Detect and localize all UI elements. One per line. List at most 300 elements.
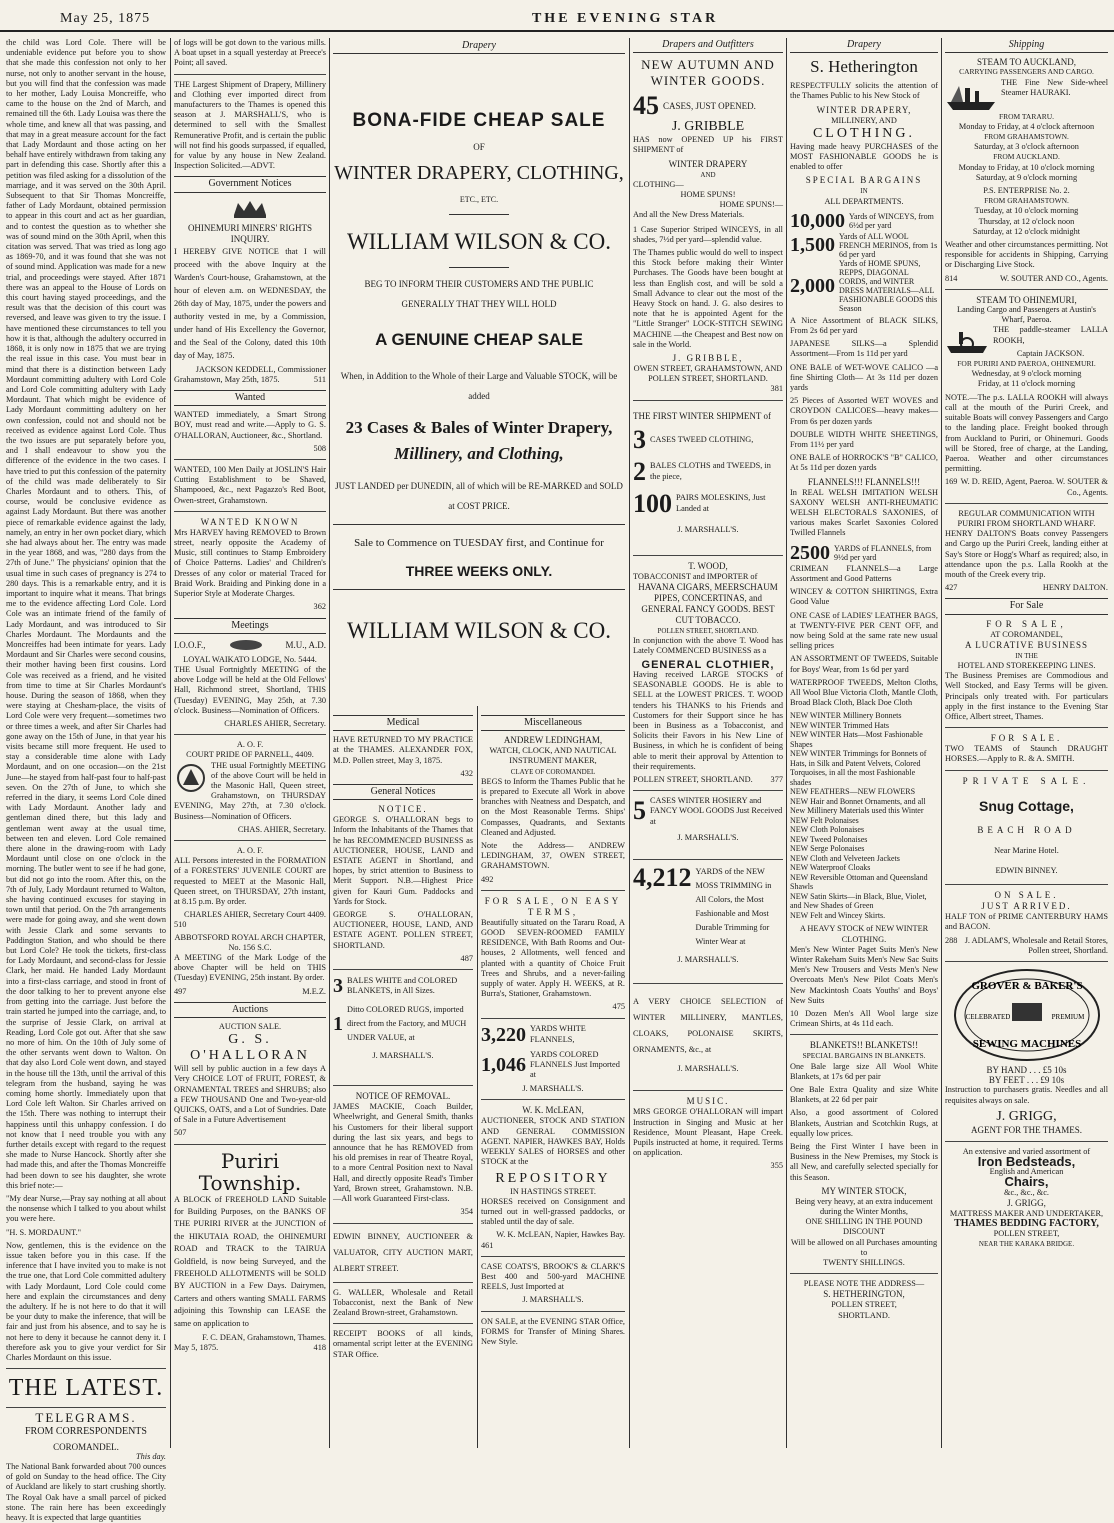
clothing-heading: A HEAVY STOCK of NEW WINTER CLOTHING. xyxy=(799,924,929,944)
ledingham-origin: CLAYE OF COROMANDEL xyxy=(510,767,596,776)
onsale-ad: ON SALE, at the EVENING STAR Office, FORMS for Transfer of Mining Shares. New Style. xyxy=(481,1316,625,1346)
schedule-line: FROM GRAHAMSTOWN. xyxy=(984,132,1069,142)
section-government: Government Notices xyxy=(174,176,326,192)
removal-heading: NOTICE OF REMOVAL. xyxy=(355,1091,451,1102)
hosiery: CASES WINTER HOSIERY and FANCY WOOL GOODS Just Received at xyxy=(650,796,783,826)
hetherington-intro: RESPECTFULLY solicits the attention of the Thames Public to his New Stock of xyxy=(790,81,938,101)
white-flannels: YARDS WHITE FLANNELS, xyxy=(530,1024,586,1044)
binney-name: EDWIN BINNEY. xyxy=(995,865,1058,875)
assortment: An extensive and varied assortment of xyxy=(962,1146,1091,1156)
discount: ONE SHILLING IN THE POUND DISCOUNT xyxy=(805,1217,923,1237)
wood-name: T. WOOD, xyxy=(688,560,728,571)
quantity-4212: 4,212 xyxy=(633,862,692,892)
blankets-bargains: SPECIAL BARGAINS IN BLANKETS. xyxy=(802,1051,926,1061)
new-item: NEW Satin Skirts—in Black, Blue, Violet, and New Shades of Green xyxy=(790,891,927,911)
new-item: NEW Waterproof Cloaks xyxy=(790,863,871,873)
fs1-heading: FOR SALE, xyxy=(986,618,1067,629)
chapter-title: ABBOTSFORD ROYAL ARCH CHAPTER, No. 156 S.C. xyxy=(174,932,326,952)
shipping-note: Weather and other circumstances permitting. Not responsible for accidents in Shipping, Carrying or Discharging Live Stock. xyxy=(945,240,1108,270)
ad-number: 492 xyxy=(481,874,494,884)
hetherington-line: MILLINERY, AND xyxy=(831,115,897,125)
private-sale: PRIVATE SALE. xyxy=(962,775,1091,786)
ad-number: 377 xyxy=(770,774,783,784)
ledingham-address: Note the Address— ANDREW LEDINGHAM, 37, OWEN STREET, GRAHAMSTOWN. xyxy=(481,841,625,871)
quantity-3: 3 xyxy=(633,424,646,454)
onsale-heading: ON SALE. xyxy=(994,890,1059,901)
lalla-agents: W. D. REID, Agent, Paeroa. W. SOUTER & Co., Agents. xyxy=(960,477,1108,497)
lodge-body: THE Usual Fortnightly MEETING of the above Lodge will be held at the Old Fellows' Hall, Richmond street, Shortland, THIS (Tuesday) EVENING, May 25th, at 7.30 o'clock. Business—Nomination of Officers. xyxy=(174,664,326,715)
gribble-address: OWEN STREET, GRAHAMSTOWN, AND POLLEN STREET, SHORTLAND. xyxy=(633,364,783,384)
section-drapery: Drapery xyxy=(790,40,938,53)
moss-trimming: YARDS of the NEW MOSS TRIMMING in All Colors, the Most Fashionable and Most Durable Trimming for Winter Wear at xyxy=(695,866,772,946)
steam-ohinemuri: STEAM TO OHINEMURI, xyxy=(976,294,1077,305)
snug-cottage: Snug Cottage, xyxy=(979,797,1074,814)
adlam-signature: J. ADLAM'S, Wholesale and Retail Stores, Pollen street, Shortland. xyxy=(964,935,1108,955)
ioof-label: I.O.O.F., xyxy=(174,639,206,650)
quantity-100: 100 xyxy=(633,488,672,518)
forsale-heading: FOR SALE, ON EASY TERMS, xyxy=(484,895,622,917)
sheetings: DOUBLE WIDTH WHITE SHEETINGS, From 11½ per yard xyxy=(790,429,938,450)
place-heading: COROMANDEL. xyxy=(53,1441,119,1452)
wilson-line-11: JUST LANDED per DUNEDIN, all of which will be RE-MARKED and SOLD at COST PRICE. xyxy=(335,481,623,511)
wanted-ad: WANTED immediately, a Smart Strong BOY, must read and write.—Apply to G. S. O'HALLORAN, Auctioneer, &c., Shortland. xyxy=(174,410,326,440)
wilson-line-9: 23 Cases & Bales of Winter Drapery, xyxy=(345,418,613,437)
fs1-body: The Business Premises are Commodious and Well Stocked, and Easy Terms will be given. Principals only treated with. For particulars apply in the first instance to the Evening Star Office, Albert street, Thames. xyxy=(945,671,1108,721)
article-body: Now, gentlemen, this is the evidence on the issue taken before you in this case. If the inference that I have invited you to make is not the true one, that Lord Cole committed adultery with Lady Mordaunt, Lord Cole could come here and explain the circumstances and deny the adultery. If he is not here to do that it will be your duty to make the inference, that will be fair and just from his absence, and to say he is not here to deny it because he cannot deny it. I therefore ask you to give your verdict for Sir Charles Mordaunt on this issue. xyxy=(6,1240,166,1362)
quantity-1046: 1,046 xyxy=(481,1053,526,1076)
flannels-list: In REAL WELSH IMITATION WELSH SAXONY WELSH ANTI-RHEUMATIC WELSH ELECTORALS SAXONIES, of various makes Scarlet Saxonies Colored Twilled Flannels xyxy=(790,487,938,538)
section-auctions: Auctions xyxy=(174,1002,326,1018)
section-shipping: Shipping xyxy=(945,40,1108,53)
mclean-signature: W. K. McLEAN, Napier, Hawkes Bay. xyxy=(496,1230,625,1240)
leather-bags: ONE CASE of LADIES' LEATHER BAGS, at TWENTY-FIVE PER CENT OFF, and now being Sold at the same rate new usual selling prices xyxy=(790,610,938,651)
japanese-silks: JAPANESE SILKS—a Splendid Assortment—From 1s 11d per yard xyxy=(790,339,938,359)
section-medical: Medical xyxy=(333,715,473,731)
new-item: NEW WINTER Millinery Bonnets xyxy=(790,711,902,721)
wilson-line-3: WINTER DRAPERY, CLOTHING, xyxy=(334,162,624,184)
street: POLLEN STREET, xyxy=(831,1300,897,1310)
english-american: English and American xyxy=(989,1167,1064,1177)
divider xyxy=(6,1407,166,1408)
marshall-signature: J. MARSHALL'S. xyxy=(677,1064,739,1074)
wanted-ad: WANTED, 100 Men Daily at JOSLIN'S Hair Cutting Establishment to be Shaved, Shampooed, &c., next Pagazzo's Red Boot, Owen-street, Grahamstown. xyxy=(174,465,326,505)
ad-number: 461 xyxy=(481,1240,494,1250)
column-hetherington xyxy=(790,38,938,1446)
twenty-shillings: TWENTY SHILLINGS. xyxy=(823,1258,905,1268)
dateline: This day. xyxy=(136,1451,166,1461)
section-general: General Notices xyxy=(333,784,473,800)
steam-auckland-sub: CARRYING PASSENGERS AND CARGO. xyxy=(959,67,1094,77)
factory: THAMES BEDDING FACTORY, xyxy=(954,1218,1099,1230)
mua-label: M.U., A.D. xyxy=(285,639,326,650)
gribble-line: HOME SPUNS!— xyxy=(719,200,783,210)
regular-heading: REGULAR COMMUNICATION WITH PURIRI FROM SHORTLAND WHARF. xyxy=(957,508,1096,528)
section-miscellaneous: Miscellaneous xyxy=(481,715,625,731)
quantity-2500: 2500 xyxy=(790,541,830,564)
ad-number: 169 xyxy=(945,477,958,487)
wilson-line-6: BEG TO INFORM THEIR CUSTOMERS AND THE PUBLIC GENERALLY THAT THEY WILL HOLD xyxy=(364,279,594,309)
arrived-heading: JUST ARRIVED. xyxy=(981,901,1072,912)
gribble-line: AND xyxy=(700,170,716,179)
marshall-signature: J. MARSHALL'S. xyxy=(372,1051,434,1061)
price-hand: BY HAND . . . £5 10s xyxy=(986,1065,1067,1075)
grigg-agent: AGENT FOR THE THAMES. xyxy=(970,1124,1082,1135)
gribble-body: The Thames public would do well to inspect this Stock before making their Winter Purchases. The Goods have been bought at less than English cost, and will be sold a Small Advance to clear out the most of the Heavy Stock on hand. J. G. also desires to note that he is appointed Agent for the "Little Stranger" LOCK-STITCH SEWING MACHINE —the Cheapest and Best now on sale in the World. xyxy=(633,248,783,349)
wet-woves: 25 Pieces of Assorted WET WOVES and CROYDON CALICOES—heavy makes— From 6s per dozen yards xyxy=(790,396,938,426)
grigg-name: J. GRIGG, xyxy=(996,1108,1057,1124)
section-meetings: Meetings xyxy=(174,618,326,634)
receipt-ad: RECEIPT BOOKS of all kinds, ornamental script letter at the EVENING STAR Office. xyxy=(333,1329,473,1359)
masthead-title: THE EVENING STAR xyxy=(531,11,719,26)
ad-number: 432 xyxy=(460,768,473,778)
etc: &c., &c., &c. xyxy=(1004,1187,1049,1197)
merinos: Yards of ALL WOOL FRENCH MERINOS, from 1s 6d per yard xyxy=(839,231,938,259)
puriri-signature: F. C. DEAN, Grahamstown, Thames. xyxy=(202,1333,326,1343)
foresters-emblem-icon xyxy=(174,763,208,793)
lodge-signature: CHARLES AHIER, Secretary. xyxy=(224,718,326,728)
winter-stock-line: Being very heavy, at an extra inducement during the Winter Months, xyxy=(795,1196,933,1216)
dalton-body: HENRY DALTON'S Boats convey Passengers and Cargo up the Puriri Creek, landing either at Say's Store or Hogg's Wharf as required; also, in attendance upon the p.s. Lalla Rookh at the mouth of the Creek every trip. xyxy=(945,529,1108,579)
quantity-label: 1 xyxy=(333,1013,343,1036)
schedule-line: FROM GRAHAMSTOWN. xyxy=(984,196,1069,206)
fs1-in-the: IN THE xyxy=(1015,651,1038,660)
steam-ohinemuri-sub: Landing Cargo and Passengers at Austin's Wharf, Paeroa. xyxy=(957,305,1096,325)
schedule-line: Saturday, at 3 o'clock afternoon xyxy=(974,142,1079,152)
mattress: MATTRESS MAKER AND UNDERTAKER, xyxy=(949,1208,1104,1218)
wilson-name: WILLIAM WILSON & CO. xyxy=(346,229,612,254)
sewing-machine-badge xyxy=(952,967,1102,1063)
column-rule xyxy=(329,38,330,1448)
auction-body: Will sell by public auction in a few days A Very CHOICE LOT of FRUIT, FOREST, & ORNAMENTAL TREES and SHRUBS; also a FEW THOUSAND One and Two-year-old QUICKS, OATS, and a Lot of Sundries. Date of Sale in a Future Advertisement xyxy=(174,1064,326,1125)
bales-text: BALES WHITE and COLORED BLANKETS, in All Sizes. xyxy=(347,975,458,996)
news-snippet: of logs will be got down to the various mills. A boat upset in a squall yesterday at Preece's Point; all saved. xyxy=(174,38,326,68)
crimean-shirts: 10 Dozen Men's All Wool large size Crimean Shirts, at 4s 11d each. xyxy=(790,1008,938,1029)
mclean-name: W. K. McLEAN, xyxy=(522,1105,584,1116)
hams-ad: HALF TON of PRIME CANTERBURY HAMS and BACON. xyxy=(945,912,1108,932)
general-clothier: GENERAL CLOTHIER, xyxy=(641,658,775,671)
ad-number: 288 xyxy=(945,935,958,945)
mens-list: Men's New Winter Paget Suits Men's New Winter Rakeham Suits Men's New Sac Suits Men's New Trousers and Vests Men's New Overcoats Men's New Pilot Coats Men's New Mackintosh Coats Youths' and Boys' New Suits xyxy=(790,944,938,1005)
schedule-line: Saturday, at 9 o'clock morning xyxy=(975,172,1078,182)
new-item: NEW Cloth and Velveteen Jackets xyxy=(790,853,900,863)
wilson-line-8: When, in Addition to the Whole of their Large and Valuable STOCK, will be added xyxy=(340,371,618,401)
hetherington-footer: S. HETHERINGTON, xyxy=(823,1289,905,1300)
wood-line: TOBACCONIST and IMPORTER of xyxy=(633,571,758,581)
instruction: Instruction to purchasers gratis. Needles and all requisites always on sale. xyxy=(945,1085,1108,1105)
column-news xyxy=(6,38,166,1523)
ad-number: 381 xyxy=(770,384,783,394)
fs2-heading: FOR SALE. xyxy=(990,733,1063,744)
wood-address: POLLEN STREET, SHORTLAND. xyxy=(633,774,753,784)
new-item: NEW Felt and Wincey Skirts. xyxy=(790,910,886,920)
gribble-line: 1 Case Superior Striped WINCEYS, in all shades, 7½d per yard—splendid value. xyxy=(633,224,783,244)
music-heading: MUSIC. xyxy=(686,1096,730,1107)
column-rule xyxy=(170,38,171,1448)
gribble-name: J. GRIBBLE xyxy=(671,119,745,135)
cloths-tweeds: BALES CLOTHS and TWEEDS, in the piece, xyxy=(650,461,771,481)
ohinemuri-signature: JACKSON KEDDELL, Commissioner xyxy=(195,364,326,374)
hetherington-name: S. Hetherington xyxy=(810,57,918,77)
column-notices xyxy=(174,38,326,1446)
schedule-line: FOR PURIRI AND PAEROA, OHINEMURI. xyxy=(957,359,1096,369)
mclean-body: HORSES received on Consignment and turned out in well-grassed paddocks, or stabled until the day of sale. xyxy=(481,1196,625,1227)
new-item: NEW WINTER Trimmed Hats xyxy=(790,720,890,730)
gribble-line: HAS now OPENED UP his FIRST SHIPMENT of xyxy=(633,135,783,155)
forsale-body: Beautifully situated on the Tararu Road, A GOOD SEVEN-ROOMED FAMILY RESIDENCE, With Bath Rooms and Out-houses, 2 Allotments, well fenced and planted with a quantity of Choice Fruit Trees and Shrubs, and a never-failing supply of water. Apply H. WEEKS, at R. Burra's, Stationer, Grahamstown. xyxy=(481,917,625,999)
horrocks-calico: ONE BALE of HORROCK'S "B" CALICO, At 5s 11d per dozen yards xyxy=(790,453,938,473)
paddle-steamer-icon xyxy=(945,329,989,355)
aof-body: ALL Persons interested in the FORMATION of a FORESTERS' JUVENILE COURT are requested to MEET at the Masonic Hall, Queen street, on THURSDAY, 27th instant, at 8.15 p.m. By order. xyxy=(174,856,326,906)
steam-auckland: STEAM TO AUCKLAND, xyxy=(977,57,1076,68)
marshall-signature: J. MARSHALL'S. xyxy=(522,1084,584,1094)
ad-number: 508 xyxy=(313,443,326,453)
ledingham-body: BEGS to Inform the Thames Public that he is prepared to Execute all Work in above branches with Neatness and Despatch, and on the Most Reasonable Terms. Ships' Compasses, Quadrants, and Sextants Cleaned and Adjusted. xyxy=(481,776,625,837)
gribble-name-footer: J. GRIBBLE, xyxy=(672,353,744,364)
medical-ad: HAVE RETURNED TO MY PRACTICE at the THAMES. ALEXANDER FOX, M.D. Pollen street, May 3, 1875. xyxy=(333,735,473,765)
aof-heading: A. O. F. xyxy=(236,740,264,750)
ad-number: 418 xyxy=(313,1343,326,1353)
wilson-line-7: A GENUINE CHEAP SALE xyxy=(375,330,583,349)
iron-bedsteads: Iron Bedsteads, xyxy=(977,1154,1076,1170)
ad-number: 354 xyxy=(460,1207,473,1217)
hetherington-line: Having made heavy PURCHASES of the MOST FASHIONABLE GOODS he is enabled to offer xyxy=(790,141,938,172)
winceys: Yards of WINCEYS, from 6½d per yard xyxy=(849,211,934,230)
schedule-line: FROM TARARU. xyxy=(998,111,1055,121)
colored-flannels: YARDS COLORED FLANNELS Just Imported at xyxy=(530,1049,620,1080)
beach-road: BEACH ROAD xyxy=(977,824,1076,835)
moleskins: PAIRS MOLESKINS, Just Landed at xyxy=(676,493,766,513)
section-drapery: Drapery xyxy=(333,40,625,54)
article-quote: "My dear Nurse,—Pray say nothing at all about the nonsense which I talked to you about whilst you were here. xyxy=(6,1193,166,1224)
section-drapers: Drapers and Outfitters xyxy=(633,40,783,53)
clasped-hands-icon xyxy=(228,638,264,652)
crown-crest-icon xyxy=(230,197,270,219)
wilson-line-2: OF xyxy=(473,142,485,152)
factory-bridge: NEAR THE KARAKA BRIDGE. xyxy=(978,1240,1075,1249)
divider xyxy=(6,1368,166,1369)
gribble-line: WINTER DRAPERY xyxy=(668,158,748,169)
wilson-line-1: BONA-FIDE CHEAP SALE xyxy=(352,110,606,131)
ohinemuri-title: OHINEMURI MINERS' RIGHTS INQUIRY. xyxy=(187,222,313,244)
music-body: MRS GEORGE O'HALLORAN will impart Instruction in Singing and Music at her Residence, Mount Pleasant, Hape Creek. Pupils instructed at home, it required. Terms on application. xyxy=(633,1107,783,1158)
factory-street: POLLEN STREET, xyxy=(993,1229,1060,1239)
winter-stock: MY WINTER STOCK, xyxy=(821,1185,907,1196)
aof-signature: CHARLES AHIER, Secretary Court 4409. xyxy=(184,910,326,920)
ad-number: 507 xyxy=(174,1128,187,1138)
tweeds: AN ASSORTMENT OF TWEEDS, Suitable for Boys' Wear, from 1s 6d per yard xyxy=(790,654,938,674)
ohinemuri-body: I HEREBY GIVE NOTICE that I will proceed with the above Inquiry at the Warden's Court-house, Grahamstown, at the hour of eleven a.m. on WEDNESDAY, the 26th day of May, 1875, under the powers and authority vested in me, by a Commission, under hand of His Excellency the Governor, and the Seal of the Colony, dated this 10th day of May, 1875. xyxy=(174,246,326,360)
crimean-flannels: CRIMEAN FLANNELS—a Large Assortment and Good Patterns xyxy=(790,563,938,583)
new-item: NEW FEATHERS—NEW FLOWERS xyxy=(790,787,916,797)
waller-ad: G. WALLER, Wholesale and Retail Tobacconist, next the Bank of New Zealand Brown-street, Grahamstown. xyxy=(333,1287,473,1317)
auctioneer-name: G. S. O'HALLORAN xyxy=(190,1032,310,1064)
wood-address: POLLEN STREET, SHORTLAND. xyxy=(657,627,759,636)
telegrams-heading: TELEGRAMS. xyxy=(35,1410,137,1426)
badge-left-label: CELEBRATED xyxy=(965,1013,1010,1021)
badge-bottom-label: SEWING MACHINES xyxy=(972,1038,1081,1050)
article-signature: "H. S. MORDAUNT." xyxy=(6,1227,82,1237)
captain: Captain JACKSON. xyxy=(1016,348,1085,358)
silks: A Nice Assortment of BLACK SILKS, From 2s 6d per yard xyxy=(790,315,938,336)
quantity-label: 3 xyxy=(333,975,343,998)
flannels-yards: YARDS of FLANNELS, from 9½d per yard xyxy=(834,543,932,562)
ad-number: 475 xyxy=(612,1002,625,1012)
lodge-title: LOYAL WAIKATO LODGE, No. 5444. xyxy=(183,654,317,664)
schedule-line: Wednesday, at 9 o'clock morning xyxy=(971,369,1082,379)
flannels-heading: FLANNELS!!! FLANNELS!!! xyxy=(807,476,921,487)
fs1-business: A LUCRATIVE BUSINESS xyxy=(964,639,1088,650)
column-rule xyxy=(477,706,478,1448)
case-ad: CASE COATS'S, BROOK'S & CLARK'S Best 400 and 500-yard MACHINE REELS, Just Imported at xyxy=(481,1261,625,1292)
calico: ONE BALE of WET-WOVE CALICO —a fine Shirting Cloth— At 3s 11d per dozen yards xyxy=(790,362,938,393)
gribble-line: And all the New Dress Materials. xyxy=(633,210,745,220)
quantity-1500: 1,500 xyxy=(790,234,835,257)
blankets-line: One Bale large size All Wool White Blankets, at 17s 6d per pair xyxy=(790,1061,938,1081)
blankets-line: Also, a good assortment of Colored Blankets, Austrian and Scotchkin Rugs, at equally low prices. xyxy=(790,1108,938,1138)
badge-top-label: GROVER & BAKER'S xyxy=(970,980,1083,992)
lalla-heading: THE paddle-steamer LALLA ROOKH, xyxy=(993,325,1108,345)
new-item: NEW Felt Polonaises xyxy=(790,815,859,825)
new-item: NEW Cloth Polonaises xyxy=(790,825,865,835)
new-item: NEW Tweed Polonaises xyxy=(790,834,868,844)
marshall-signature: J. MARSHALL'S. xyxy=(677,954,739,964)
price-feet: BY FEET . . . £9 10s xyxy=(988,1075,1065,1086)
masthead xyxy=(0,4,1114,32)
ledingham-name: ANDREW LEDINGHAM, xyxy=(503,735,603,746)
blankets-line: One Bale Extra Quality and size White Blankets, at 22 6d per pair xyxy=(790,1084,938,1105)
court-title: COURT PRIDE OF PARNELL, 4409. xyxy=(186,750,314,760)
ad-number: 362 xyxy=(313,602,326,612)
schedule-line: Saturday, at 12 o'clock midnight xyxy=(972,226,1081,236)
waterproof: WATERPROOF TWEEDS, Melton Cloths, All Wool Blue Victoria Cloth, Mantle Cloth, Broad Black Cloth, Black Doe Cloth xyxy=(790,677,938,708)
shipment-advert: THE Largest Shipment of Drapery, Millinery and Clothing ever imported direct from manufacturers to the Thames is opened this season at J. MARSHALL'S, who is determined to sell with the Smallest Remunerative Profit, and is certain the public will not find his goods surpassed, if equalled, for value by any house in New Zealand. Inspection Solicited.—ADVT. xyxy=(174,79,326,171)
schedule-line: Tuesday, at 10 o'clock morning xyxy=(974,206,1079,216)
schedule-line: Monday to Friday, at 10 o'clock morning xyxy=(958,162,1095,172)
puriri-title: Puriri Township. xyxy=(198,1148,302,1195)
wilson-line-12: Sale to Commence on TUESDAY first, and Continue for xyxy=(354,537,604,549)
schedule-line: Monday to Friday, at 4 o'clock afternoon xyxy=(958,121,1095,131)
new-item: NEW Serge Polonaises xyxy=(790,844,865,854)
gso-address: GEORGE S. O'HALLORAN, AUCTIONEER, HOUSE, LAND, AND ESTATE AGENT. POLLEN STREET, SHORTLAND. xyxy=(333,910,473,950)
court-signature: CHAS. AHIER, Secretary. xyxy=(237,824,326,834)
quantity-2000: 2,000 xyxy=(790,274,835,297)
wilson-line-13: THREE WEEKS ONLY. xyxy=(405,563,553,579)
address-note: PLEASE NOTE THE ADDRESS— xyxy=(803,1279,925,1289)
ledingham-trade: WATCH, CLOCK, AND NAUTICAL INSTRUMENT MAKER, xyxy=(489,746,617,766)
millinery-selection: A VERY CHOICE SELECTION of WINTER MILLINERY, MANTLES, CLOAKS, POLONAISE SKIRTS, ORNAMENTS, &c., at xyxy=(633,997,783,1055)
cases-opened: CASES, JUST OPENED. xyxy=(663,100,756,111)
schedule-line: FROM AUCKLAND. xyxy=(993,152,1060,162)
wilson-advert xyxy=(333,38,625,706)
lalla-note: NOTE.—The p.s. LALLA ROOKH will always call at the mouth of the Puriri Creek, and suitable Boats will convey Passengers and Cargo to the landing place. Freight booked through from Auckland to Puriri, or Ohinemuri. Goods will be Stored, free of charge, at the Landing, Paeroa. Weather and other circumstances permitting. xyxy=(945,392,1108,474)
masthead-date: May 25, 1875 xyxy=(60,11,151,26)
quantity-45: 45 xyxy=(633,91,659,121)
hetherington-line: WINTER DRAPERY, xyxy=(816,104,912,115)
grigg-name-2: J. GRIGG, xyxy=(1007,1197,1046,1208)
wilson-line-10: Millinery, and Clothing, xyxy=(394,444,564,463)
notice-heading: NOTICE. xyxy=(378,804,428,815)
hauraki-heading: THE Fine New Side-wheel Steamer HAURAKI. xyxy=(1001,77,1108,97)
home-spuns: Yards of HOME SPUNS, REPPS, DIAGONAL CORDS, and WINTER DRESS MATERIALS—ALL FASHIONABLE GOODS this Season xyxy=(839,258,938,313)
binney-ad: EDWIN BINNEY, AUCTIONEER & VALUATOR, CITY AUCTION MART, ALBERT STREET. xyxy=(333,1231,473,1273)
fs1-place: AT COROMANDEL, xyxy=(990,629,1063,639)
article-body: the child was Lord Cole. There will be undeniable evidence put before you to show that she made this confession not only to her nurse, not only to another servant in the house, but you will find that the confession was made to her mother, Lady Louisa Moncreiffe, who came to the house on the 2nd of March, and remained till the 6th. Lady Louisa was there the whole time, and knew all that was passing, and that may in a great measure account for the fact that Lady Mordaunt and those acting on her behalf have entirely withdrawn from taking any part in defending this case. Shortly after this a petition was filed asking for a dissolution of the marriage, and it was served on the 30th April. Subsequent to that Sir Thomas Moncreiffe, father of Lady Mordaunt, obtained permission to appear in this court and act as her guardian, and to contest the question as to whether she was of sound mind on the 30th April, when this citation was served. That was tried as long ago as 1869-70, and it was found that she was not of sound mind. Application was made for a new trial, and proceedings were stayed. After 1871 there was an appeal to the House of Lords on this court having stayed proceedings, and the result was that the decision of this court was reversed, and leave was given to try the issue. I have mentioned these circumstances to tell you how it is that, although the adultery occurred in 1868, it is only now in 1875 that we are trying the real issue in this case. You must bear in mind that there is a distinction between Lady Mordaunt committing adultery with Lord Cole and Lord Cole committing adultery with Lady Mordaunt. That which might be evidence of Lady Mordaunt committing adultery on her own confession, could not and should not be received as evidence against Lord Cole. Thus the two issues are put separately before you, and I shall endeavour to show you the difference of the evidence in the two cases. I have tried to put this confession of the paternity of the child was made deliberately to Sir Charles Mordaunt and to others. This, of course, would be conclusive evidence as against Lady Mordaunt. But there was another piece of remarkable evidence against the lady, namely, an entry in her own pocket diary, which she had always about her. The entry was made in the year 1868, and was, "280 days from the 27th of June." The physicians' opinion that the usual time in such cases of pregnancy is 274 to 280 days. This is a remarkable entry, and it is important to inquire what it means. That brings me to the evidence affecting Lord Cole. Lord Cole was an intimate friend of the family of Lady Mordaunt, and was introduced to Sir Charles Mordaunt. The Mordaunts and the Moncreiffes had been intimate for years. Lady Mordaunt and Sir Charles were second cousins, their mother having been first cousins. Lord Cole was received as a friend, and he visited from time to time at Sir Charles Mordaunt's house. During the season of 1868, when they were staying at Chesham-place, the visits of Lord Cole were very frequent—sometimes two or three times a week, and after Sir Charles had gone away on the 15th of June, in that year his visits became still more frequent. He used to stay a considerable time alone with Lady Mordaunt, and on one occasion—on the 21st June—he stayed from half-past four to half-past seven. On the 27th of June, to which she referred in the diary, it seems Lord Cole dined with Lady Mordaunt. Another lady and gentleman dined there, but this lady and gentleman went away at the usual time, between ten and eleven. Lord Cole remained there alone in the drawing-room with Lady Mordaunt until close on one o'clock in the morning. The butler went to see if he had gone, but did not go into the room. After this, on the 7th of July, Lady Mordaunt returned to Walton, she having continued excuses for staying in town until that period. On the 7th arrangements were made for going away, and she went down with Jessie Clark and some servants to Paddington Station, and who should be there but Lord Cole? He took the tickets, first-class for Lady Mordaunt, and second-class for Jessie Clark, her maid. He handed Lady Mordaunt into a first-class carriage, and stood in front of the door talking to her to prevent anyone else from getting into the carriage. Just before the train started he jumped into the carriage, and, to the surprise of Jessie Clark, on arrival at Reading, Lord Cole got out. After that she saw no more of him. On the 10th of July some of the other servants went down to Walton. On that day also Lord Cole went down, and stayed in the house till the 13th, until the arrival of this telegram from the husband, saying he was coming home shortly. Immediately upon that Lord Cole left Walton. Sir Charles arrived on the 15th. There was nothing to interrupt their happiness until this unhappy confession. I do not know that I need trouble you with any further details except with regard to the request she made to Nurse Hancock. Shortly after she had made this, and after the Thomas Moncreiffe had been down to see his daughter, she wrote this brief note:— xyxy=(6,38,166,1190)
correspondents-heading: FROM CORRESPONDENTS xyxy=(25,1426,147,1438)
ad-number: 497 xyxy=(174,986,187,996)
ad-number: 427 xyxy=(945,583,958,593)
fs1-lines: HOTEL AND STOREKEEPING LINES. xyxy=(957,660,1096,670)
ditto-text: Ditto COLORED RUGS, imported direct from the Factory, and MUCH UNDER VALUE, at xyxy=(347,1005,467,1043)
town: SHORTLAND. xyxy=(838,1310,890,1320)
wilson-line-4: ETC., ETC. xyxy=(459,195,499,204)
repository-heading: REPOSITORY xyxy=(495,1170,611,1186)
wood-line: In conjunction with the above T. Wood has Lately COMMENCED BUSINESS as a xyxy=(633,636,783,656)
quantity-3220: 3,220 xyxy=(481,1023,526,1046)
column-drapers xyxy=(633,38,783,1446)
wood-line: HAVANA CIGARS, MEERSCHAUM PIPES, CONCERTINAS, and GENERAL FANCY GOODS. BEST CUT TOBACCO. xyxy=(638,582,778,626)
court-body: THE usual Fortnightly MEETING of the above Court will be held in the Masonic Hall, Queen street, Grahamstown, on THURSDAY EVENING, May 27th, at 7.30 o'clock. Business—Nomination of Officers. xyxy=(174,760,326,821)
wood-body: Having received LARGE STOCKS of SEASONABLE GOODS. He is able to SELL at the LOWEST PRICES. T. WOOD tenders his THANKS to his Friends and Customers for their Support since he has been in Business as a Tobacconist, and Solicits their Favors in his New Line of Business, in which he is confident of being able to merit their approval by Attention to their requirements. xyxy=(633,669,783,771)
removal-body: JAMES MACKIE, Coach Builder, Wheelwright, and General Smith, thanks his Customers for their liberal support during the last six years, and begs to announce that he has REMOVED from his old premises in rear of Theatre Royal, to a more Central Position next to Naval Hall, and directly opposite Read's Timber Yard, Brown street, Grahamstown. N.B.—All work Guaranteed First-class. xyxy=(333,1102,473,1204)
auction-sale-heading: AUCTION SALE. xyxy=(218,1022,282,1031)
gribble-line: HOME SPUNS! xyxy=(680,190,736,200)
tweed-clothing: CASES TWEED CLOTHING, xyxy=(650,434,754,444)
column-miscellaneous xyxy=(481,710,625,1446)
discount-line: Will be allowed on all Purchases amounting to xyxy=(790,1237,938,1257)
wanted-known-heading: WANTED KNOWN xyxy=(200,516,300,527)
new-item: NEW WINTER Trimmings for Bonnets of Hats, in Silk and Patent Velvets, Colored Torquoises, in all the most Fashionable shades xyxy=(790,749,927,787)
quantity-5: 5 xyxy=(633,796,646,826)
autumn-heading: NEW AUTUMN AND WINTER GOODS. xyxy=(641,57,775,89)
enterprise-heading: P.S. ENTERPRISE No. 2. xyxy=(983,186,1070,196)
blankets-line: Being the First Winter I have been in Business in the New Premises, my Stock is all New, and carefully selected specially for this Season. xyxy=(790,1141,938,1182)
puriri-body: A BLOCK of FREEHOLD LAND Suitable for Building Purposes, on the BANKS OF THE PURIRI RIVER at the JUNCTION of the HIKUTAIA ROAD, the OHINEMURI ROAD and TRACK to the TAIRUA Goldfield, is now being Surveyed, and the FREEHOLD ALLOTMENTS will be SOLD BY AUCTION in a Few Days. Dairymen, Carters and others wanting SMALL FARMS adjoining this Township can LEASE the same on application to xyxy=(174,1194,326,1328)
section-wanted: Wanted xyxy=(174,390,326,406)
new-item: NEW WINTER Hats—Most Fashionable Shapes xyxy=(790,730,923,749)
hetherington-line: CLOTHING. xyxy=(812,125,916,141)
new-item: NEW Hair and Bonnet Ornaments, and all New Millinery Materials used this Winter xyxy=(790,796,926,816)
schedule-line: Thursday, at 12 o'clock noon xyxy=(978,216,1075,226)
column-rule xyxy=(941,38,942,1448)
section-for-sale: For Sale xyxy=(945,598,1108,614)
schedule-line: Friday, at 11 o'clock morning xyxy=(977,379,1076,389)
puriri-date: May 5, 1875. xyxy=(174,1343,219,1353)
badge-right-label: PREMIUM xyxy=(1051,1013,1084,1021)
aof-heading: A. O. F. xyxy=(236,845,264,855)
column-rule xyxy=(629,38,630,1448)
blankets-heading: BLANKETS!! BLANKETS!! xyxy=(809,1040,919,1051)
hetherington-line: SPECIAL BARGAINS xyxy=(805,175,923,186)
ad-number: 511 xyxy=(313,374,326,384)
fs2-body: TWO TEAMS of Staunch DRAUGHT HORSES.—Apply to R. & A. SMITH. xyxy=(945,744,1108,764)
new-item: NEW Reversible Ottoman and Queensland Shawls xyxy=(790,872,928,892)
telegram-body: The National Bank forwarded about 700 ounces of gold on Sunday to the head office. The City of Auckland are likely to start crushing shortly. The Royal Oak have a small parcel of picked stone. The rain here has been exceedingly heavy. It is expected that large quantities xyxy=(6,1462,166,1523)
ad-number: 355 xyxy=(770,1161,783,1171)
shipping-agents: W. SOUTER AND CO., Agents. xyxy=(999,273,1108,283)
chapter-signature: M.E.Z. xyxy=(302,986,326,996)
ad-number: 814 xyxy=(945,273,958,283)
quantity-2: 2 xyxy=(633,456,646,486)
ohinemuri-date: Grahamstown, May 25th, 1875. xyxy=(174,374,280,384)
mclean-business: AUCTIONEER, STOCK AND STATION AND GENERAL COMMISSION AGENT. NAPIER, HAWKES BAY, Holds WEEKLY SALES of HORSES and other STOCK at the xyxy=(481,1116,625,1167)
ad-number: 487 xyxy=(460,953,473,963)
marshall-signature: J. MARSHALL'S. xyxy=(522,1295,584,1305)
wincey-shirtings: WINCEY & COTTON SHIRTINGS, Extra Good Value xyxy=(790,587,938,607)
marshall-signature: J. MARSHALL'S. xyxy=(677,524,739,534)
marshall-signature: J. MARSHALL'S. xyxy=(677,832,739,842)
notice-body: GEORGE S. O'HALLORAN begs to Inform the Inhabitants of the Thames that he has RECOMMENCED BUSINESS as AUCTIONEER, HOUSE, LAND and ESTATE AGENT in Shortland, and hopes, by strict attention to Business to Merit Support. N.B.—Highest Price given for Kauri Gum. Paddocks and Yards for Stock. xyxy=(333,815,473,906)
hetherington-line: IN xyxy=(860,187,868,196)
